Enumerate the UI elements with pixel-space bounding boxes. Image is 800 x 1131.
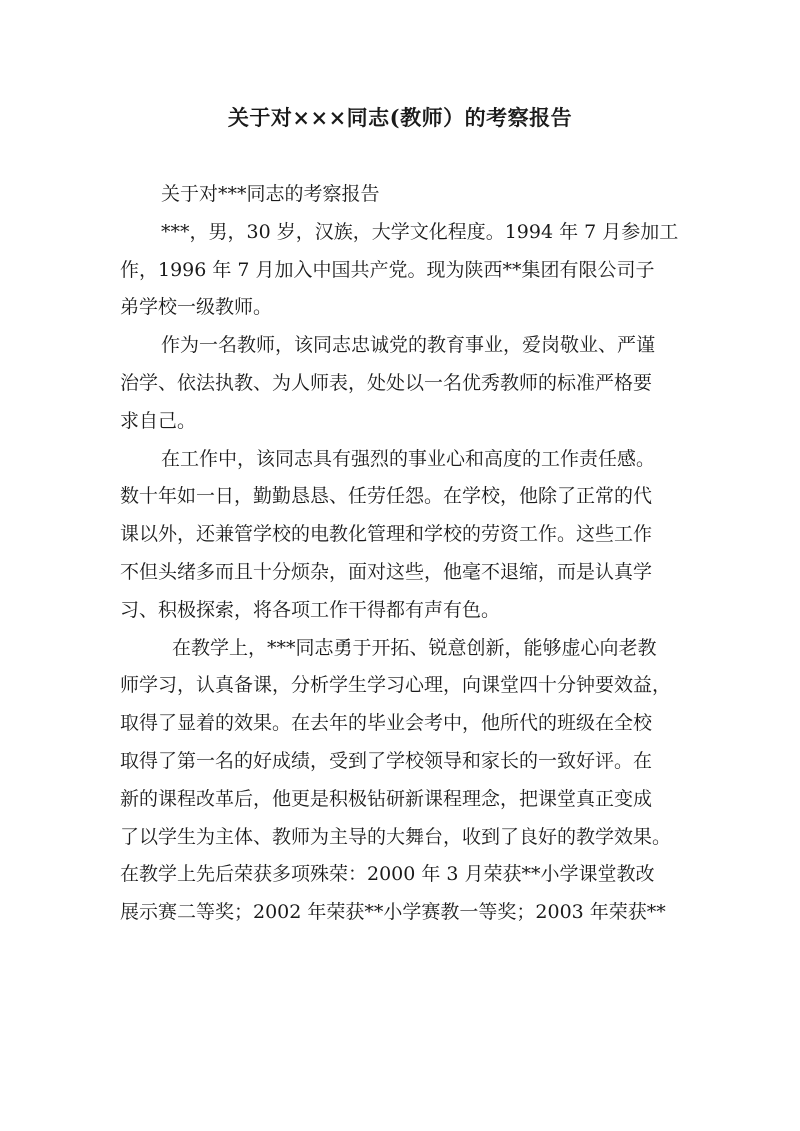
body-line [120, 894, 685, 932]
body-line [120, 819, 685, 857]
body-line [120, 667, 685, 705]
body-line [120, 214, 685, 252]
line-text: 展示赛二等奖；2002 年荣获**小学赛教一等奖；2003 年荣获** [120, 901, 666, 924]
line-text: 了以学生为主体、教师为主导的大舞台，收到了良好的教学效果。 [120, 825, 672, 848]
body-line [120, 705, 685, 743]
body-line [120, 327, 685, 365]
line-text: 关于对***同志的考察报告 [161, 183, 380, 205]
line-text: 取得了第一名的好成绩，受到了学校领导和家长的一致好评。在 [120, 749, 653, 772]
body-line [120, 289, 685, 327]
line-text: 新的课程改革后，他更是积极钻研新课程理念，把课堂真正变成 [120, 787, 653, 810]
line-text: 取得了显着的效果。在去年的毕业会考中，他所代的班级在全校 [120, 712, 653, 735]
line-text: 在工作中，该同志具有强烈的事业心和高度的工作责任感。 [161, 447, 656, 470]
body-line [120, 441, 685, 479]
body-line [120, 478, 685, 516]
body-line [120, 554, 685, 592]
body-line [120, 176, 685, 214]
line-text: 师学习，认真备课，分析学生学习心理，向课堂四十分钟要效益， [120, 674, 672, 697]
line-text: 治学、依法执教、为人师表，处处以一名优秀教师的标准严格要 [120, 371, 653, 394]
line-text: 习、积极探索，将各项工作干得都有声有色。 [120, 598, 501, 621]
line-text: 在教学上先后荣获多项殊荣：2000 年 3 月荣获**小学课堂教改 [120, 863, 655, 886]
line-text: ***，男，30 岁，汉族，大学文化程度。1994 年 7 月参加工 [161, 220, 679, 243]
document-title: 关于对×××同志(教师）的考察报告 [227, 105, 573, 130]
body-line [120, 743, 685, 781]
line-text: 不但头绪多而且十分烦杂，面对这些，他毫不退缩，而是认真学 [120, 560, 653, 583]
body-line [120, 592, 685, 630]
body-line [120, 781, 685, 819]
body-line [120, 252, 685, 290]
body-line [120, 856, 685, 894]
body-line [120, 403, 685, 441]
line-text: 在教学上，***同志勇于开拓、锐意创新，能够虚心向老教 [172, 636, 657, 659]
document-body [120, 176, 685, 932]
line-text: 课以外，还兼管学校的电教化管理和学校的劳资工作。这些工作 [120, 523, 653, 546]
line-text: 求自己。 [120, 409, 197, 432]
line-text: 数十年如一日，勤勤恳恳、任劳任怨。在学校，他除了正常的代 [120, 485, 653, 508]
line-text: 作，1996 年 7 月加入中国共产党。现为陕西**集团有限公司子 [120, 258, 655, 281]
line-text: 作为一名教师，该同志忠诚党的教育事业，爱岗敬业、严谨 [161, 334, 656, 357]
line-text: 弟学校一级教师。 [120, 296, 273, 319]
body-line [120, 516, 685, 554]
body-line [120, 630, 685, 668]
body-line [120, 365, 685, 403]
